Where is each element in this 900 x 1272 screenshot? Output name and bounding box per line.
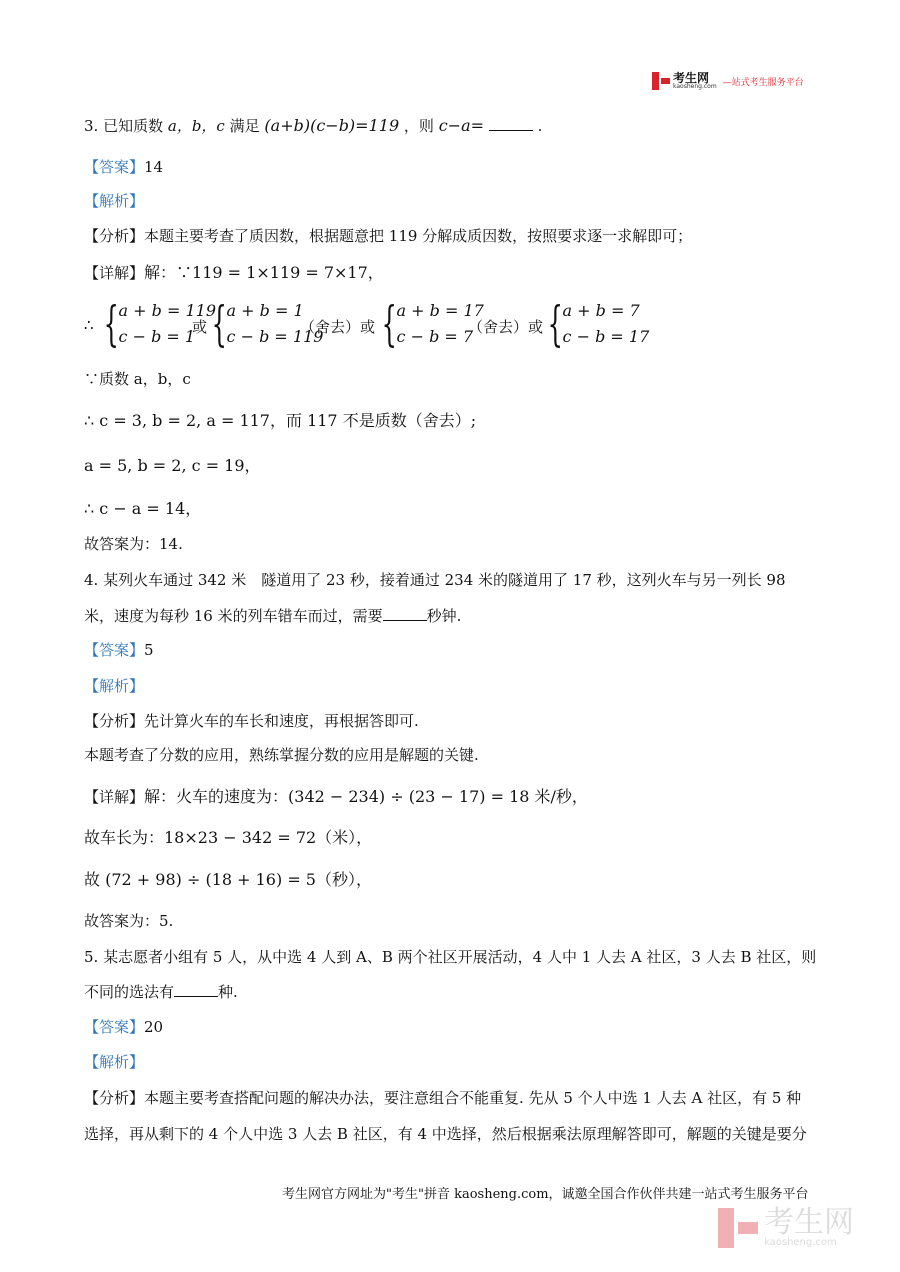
discard-text-1: （舍去）或: [300, 318, 376, 336]
q4-line-length: 故车长为：18×23 − 342 = 72（米），: [84, 828, 373, 847]
logo-domain: kaosheng.com: [673, 83, 717, 90]
q4-fenxi: 【分析】先计算火车的车长和速度，再根据答即可.: [84, 712, 419, 730]
q3-line-case2: a = 5, b = 2, c = 19，: [84, 456, 261, 475]
therefore-symbol: ∴: [84, 316, 94, 334]
q3-answer: 【答案】14: [84, 158, 164, 176]
watermark: 考生网 kaosheng.com: [718, 1208, 854, 1248]
answer-blank: [383, 606, 427, 621]
equation-system-1: { a + b = 119 c − b = 1: [103, 296, 217, 352]
q4-answer: 【答案】5: [84, 641, 154, 659]
q4-note: 本题考查了分数的应用，熟练掌握分数的应用是解题的关键.: [84, 746, 479, 764]
equation-system-4: { a + b = 7 c − b = 17: [547, 296, 650, 352]
q3-line-result: ∴ c − a = 14，: [84, 499, 202, 518]
footer-text: 考生网官方网址为"考生"拼音 kaosheng.com，诚邀全国合作伙伴共建一站式考生服务平台: [282, 1187, 809, 1202]
kaosheng-logo-icon: [652, 72, 670, 90]
question-5-stem-line2: 不同的选法有 种.: [84, 983, 238, 1001]
q3-analysis-tag: 【解析】: [84, 192, 145, 210]
header-slogan: —站式考生服务平台: [722, 77, 804, 88]
q5-fenxi-continued: 选择，再从剩下的 4 个人中选 3 人去 B 社区，有 4 中选择，然后根据乘法原理解答即可，解题的关键是要分: [84, 1125, 807, 1143]
q5-answer: 【答案】20: [84, 1018, 164, 1036]
answer-blank: [174, 982, 218, 997]
question-5-stem-line1: 5. 某志愿者小组有 5 人，从中选 4 人到 A、B 两个社区开展活动，4 人中 1 人去 A 社区，3 人去 B 社区，则: [84, 948, 817, 966]
q5-analysis-tag: 【解析】: [84, 1053, 145, 1071]
discard-text-2: （舍去）或: [468, 318, 544, 336]
watermark-logo-icon: [718, 1208, 758, 1248]
q4-analysis-tag: 【解析】: [84, 677, 145, 695]
q3-line-conclusion: 故答案为：14.: [84, 535, 183, 553]
header-logo: [652, 72, 804, 90]
answer-blank: [489, 116, 533, 131]
q4-xiangjie: 【详解】解：火车的速度为：(342 − 234) ÷ (23 − 17) = 18 米/秒，: [84, 787, 588, 806]
q3-line-prime: ∵质数 a，b，c: [84, 370, 191, 388]
q3-xiangjie: 【详解】解：∵119 = 1×119 = 7×17，: [84, 263, 384, 282]
question-4-stem-line1: 4. 某列火车通过 342 米 隧道用了 23 秒，接着通过 234 米的隧道用了 17 秒，这列火车与另一列长 98: [84, 571, 786, 589]
or-text-1: 或: [192, 318, 208, 336]
q4-line-conclusion: 故答案为：5.: [84, 912, 174, 930]
question-4-stem-line2: 米，速度为每秒 16 米的列车错车而过，需要 秒钟.: [84, 607, 462, 625]
q3-line-case1: ∴ c = 3, b = 2, a = 117，而 117 不是质数（舍去）;: [84, 411, 477, 430]
q4-line-time: 故 (72 + 98) ÷ (18 + 16) = 5（秒），: [84, 870, 372, 889]
equation-system-2: { a + b = 1 c − b = 119: [211, 296, 324, 352]
q3-fenxi: 【分析】本题主要考查了质因数，根据题意把 119 分解成质因数，按照要求逐一求解即可；: [84, 227, 693, 245]
equation-system-3: { a + b = 17 c − b = 7: [381, 296, 484, 352]
logo-name: 考生网: [673, 71, 710, 85]
q5-fenxi: 【分析】本题主要考查搭配问题的解决办法，要注意组合不能重复. 先从 5 个人中选 1 人去 A 社区，有 5 种: [84, 1089, 802, 1107]
question-3-stem: 3. 已知质数 a，b，c 满足 (a+b)(c−b)=119 ，则 c−a= .: [84, 116, 543, 135]
